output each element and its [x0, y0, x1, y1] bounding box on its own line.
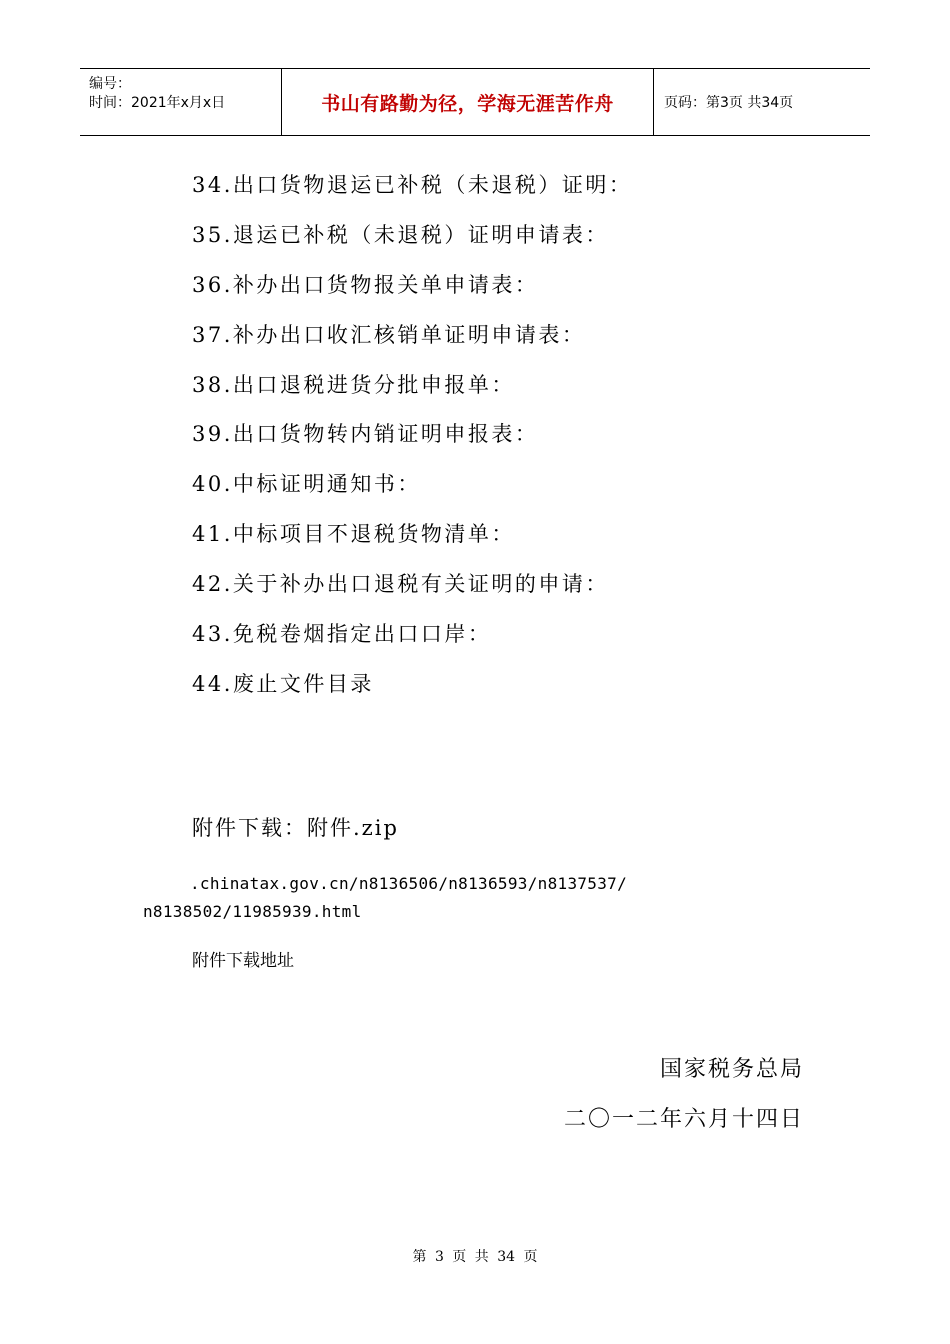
header-meta-cell — [80, 69, 282, 135]
list-item: 44.废止文件目录 — [192, 671, 374, 696]
document-number-label: 编号： — [89, 76, 131, 92]
header-motto: 书山有路勤为径，学海无涯苦作舟 — [321, 92, 614, 115]
attachment-address-label: 附件下载地址 — [192, 951, 294, 971]
list-item: 35.退运已补税（未退税）证明申请表： — [192, 222, 609, 247]
attachment-download-link[interactable]: 附件下载：附件.zip — [192, 816, 399, 840]
page-footer: 第 3 页 共 34 页 — [412, 1249, 538, 1265]
list-item: 43.免税卷烟指定出口口岸： — [192, 622, 492, 647]
header-page-number: 页码：第3页 共34页 — [664, 95, 794, 111]
document-time-label: 时间：2021年x月x日 — [89, 95, 226, 111]
list-item: 39.出口货物转内销证明申报表： — [192, 422, 539, 447]
attachment-url-line-2[interactable]: n8138502/11985939.html — [143, 902, 362, 921]
attachment-url-line-1[interactable]: .chinatax.gov.cn/n8136506/n8136593/n8137537/ — [190, 874, 628, 893]
list-item: 41.中标项目不退税货物清单： — [192, 522, 515, 547]
list-item: 40.中标证明通知书： — [192, 472, 421, 497]
header-page-cell — [654, 69, 870, 135]
list-item: 38.出口退税进货分批申报单： — [192, 372, 515, 397]
page-header — [80, 68, 870, 136]
attachment-list — [192, 168, 632, 717]
list-item: 36.补办出口货物报关单申请表： — [192, 272, 539, 297]
issuing-organization: 国家税务总局 — [659, 1057, 804, 1082]
list-item: 37.补办出口收汇核销单证明申请表： — [192, 322, 586, 347]
header-motto-cell — [282, 69, 654, 135]
list-item: 34.出口货物退运已补税（未退税）证明： — [192, 173, 633, 197]
list-item: 42.关于补办出口退税有关证明的申请： — [192, 572, 609, 597]
issue-date: 二〇一二年六月十四日 — [563, 1107, 804, 1132]
